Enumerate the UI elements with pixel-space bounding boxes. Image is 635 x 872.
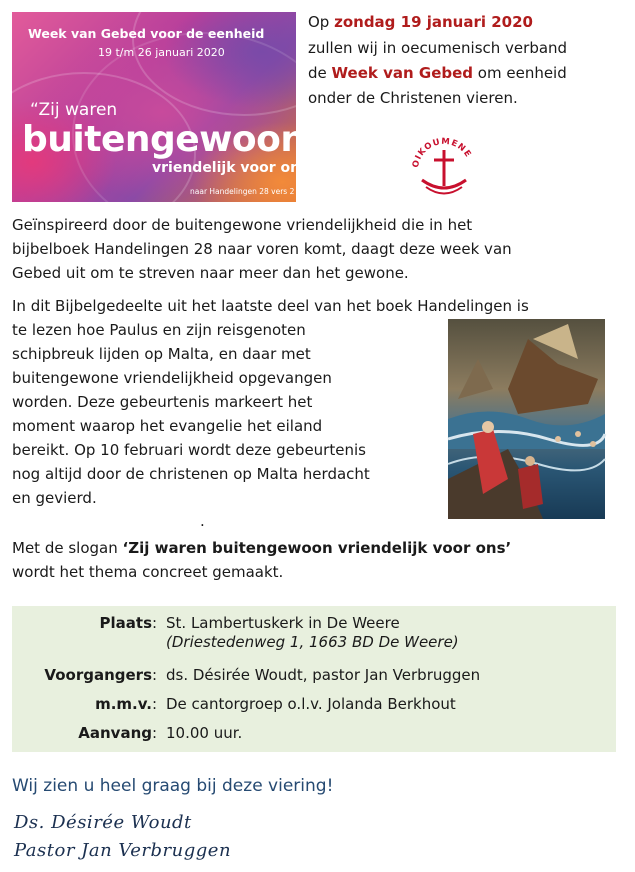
signature-2: Pastor Jan Verbruggen (14, 840, 232, 861)
event-poster-image (12, 12, 318, 202)
paragraph-2-line-6: moment waarop het evangelie het eiland (12, 417, 323, 435)
label-colon: : (152, 724, 158, 742)
place-label: Plaats (99, 614, 152, 632)
intro-line-1 (308, 11, 533, 33)
paragraph-1-line-2: bijbelboek Handelingen 28 naar voren komt, daagt deze week van (12, 240, 512, 258)
mmv-label: m.m.v. (95, 695, 152, 713)
label-colon: : (152, 666, 158, 684)
stray-dot: . (200, 512, 205, 530)
paragraph-2-line-7: bereikt. Op 10 februari wordt deze gebeurtenis (12, 441, 366, 459)
intro-suffix: om eenheid (473, 64, 567, 82)
intro-line-3 (308, 62, 567, 84)
label-colon: : (152, 614, 158, 632)
event-name: Week van Gebed (331, 64, 474, 82)
label-colon: : (152, 695, 158, 713)
paragraph-2-line-1: In dit Bijbelgedeelte uit het laatste deel van het boek Handelingen is (12, 297, 529, 315)
intro-prefix: de (308, 64, 332, 82)
leaders-label: Voorgangers (44, 666, 152, 684)
poster-quote-close: vriendelijk voor ons” (152, 160, 318, 176)
intro-prefix: Op (308, 13, 335, 31)
event-date: zondag 19 januari 2020 (334, 13, 533, 31)
slogan-line-2: wordt het thema concreet gemaakt. (12, 563, 284, 581)
event-info-box (12, 606, 616, 752)
paragraph-1-line-3: Gebed uit om te streven naar meer dan het gewone. (12, 264, 409, 282)
poster-reference: naar Handelingen 28 vers 2 (190, 187, 295, 196)
signature-1: Ds. Désirée Woudt (14, 812, 192, 833)
start-label: Aanvang (78, 724, 152, 742)
closing-text: Wij zien u heel graag bij deze viering! (12, 776, 334, 796)
paragraph-2-line-2: te lezen hoe Paulus en zijn reisgenoten (12, 321, 306, 339)
intro-line-4: onder de Christenen vieren. (308, 89, 518, 107)
paragraph-2-line-3: schipbreuk lijden op Malta, en daar met (12, 345, 311, 363)
slogan-quote: ‘Zij waren buitengewoon vriendelijk voor ons’ (122, 539, 512, 557)
slogan-prefix: Met de slogan (12, 539, 123, 557)
paragraph-2-line-4: buitengewone vriendelijkheid opgevangen (12, 369, 332, 387)
paragraph-2-line-9: en gevierd. (12, 489, 97, 507)
paragraph-2-line-5: worden. Deze gebeurtenis markeert het (12, 393, 313, 411)
poster-big-word: buitengewoon (22, 119, 306, 160)
shipwreck-painting-image (448, 319, 605, 519)
poster-title: Week van Gebed voor de eenheid (28, 26, 265, 41)
oikoumene-ship-cross-icon (408, 130, 480, 202)
slogan-line-1 (12, 537, 511, 561)
logo-text: OIKOUMENE (410, 136, 474, 169)
paragraph-2-line-8: nog altijd door de christenen op Malta herdacht (12, 465, 370, 483)
place-address: (Driestedenweg 1, 1663 BD De Weere) (166, 633, 459, 651)
poster-dates: 19 t/m 26 januari 2020 (98, 46, 225, 59)
start-value: 10.00 uur. (166, 724, 243, 742)
leaders-value: ds. Désirée Woudt, pastor Jan Verbruggen (166, 666, 481, 684)
poster-quote-open: “Zij waren (30, 100, 118, 120)
mmv-value: De cantorgroep o.l.v. Jolanda Berkhout (166, 695, 456, 713)
svg-text:OIKOUMENE (411, 137, 473, 169)
paragraph-1-line-1: Geïnspireerd door de buitengewone vriendelijkheid die in het (12, 216, 473, 234)
intro-line-2: zullen wij in oecumenisch verband (308, 39, 568, 57)
place-value: St. Lambertuskerk in De Weere (166, 614, 400, 632)
